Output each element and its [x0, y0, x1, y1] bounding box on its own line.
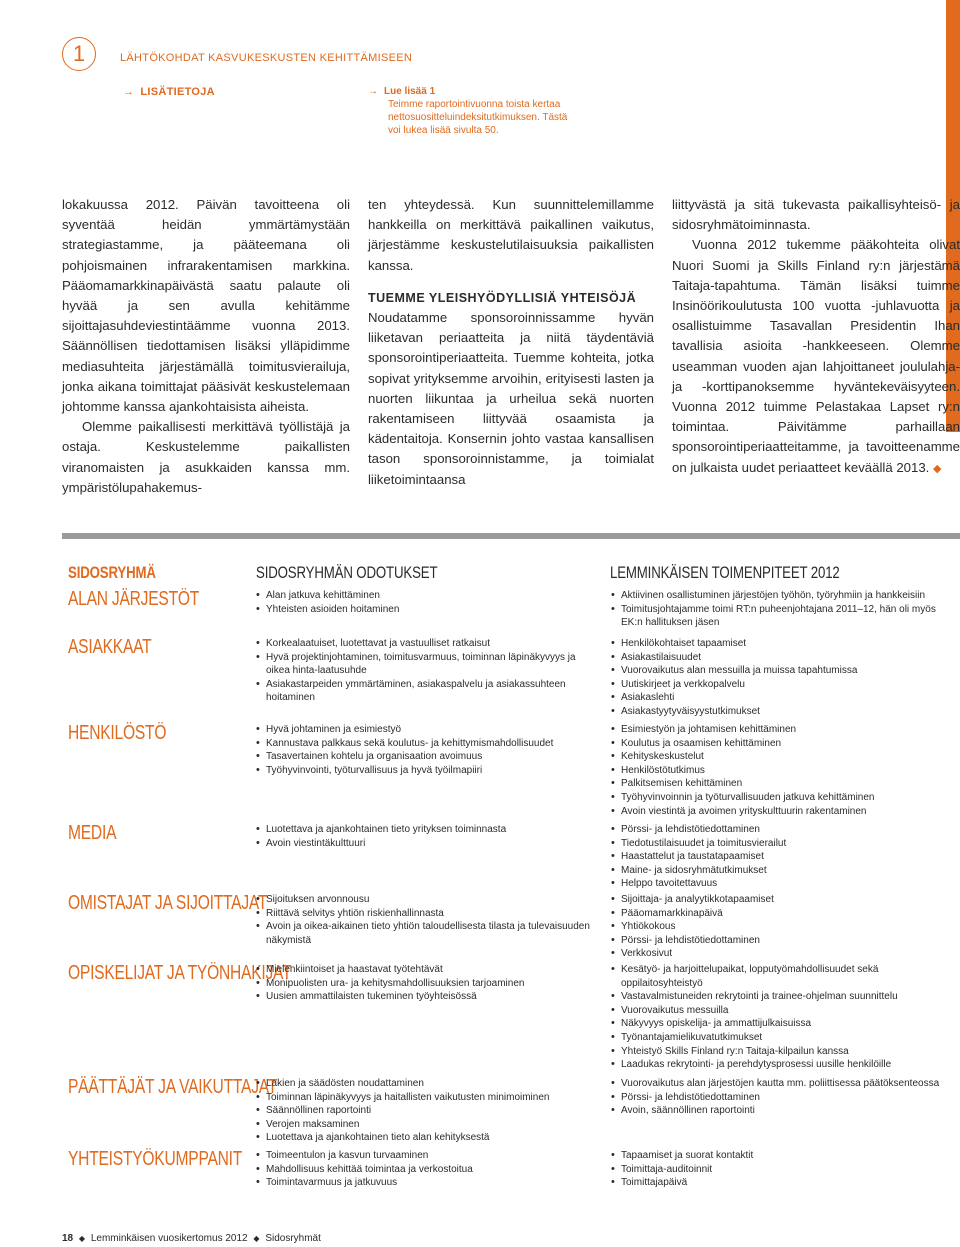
list-item: • Riittävä selvitys yhtiön riskienhallinnasta — [256, 907, 601, 921]
list-item: • Avoin, säännöllinen raportointi — [611, 1104, 956, 1118]
list-item: • Toimittajapäivä — [611, 1176, 956, 1190]
list-item: • Vuorovaikutus messuilla — [611, 1004, 956, 1018]
list-item: • Vuorovaikutus alan järjestöjen kautta mm. poliittisessa päätöksenteossa — [611, 1077, 956, 1091]
list-item: • Toimeentulon ja kasvun turvaaminen — [256, 1149, 601, 1163]
list-item: • Luotettava ja ajankohtainen tieto alan kehityksestä — [256, 1131, 601, 1145]
list-item: • Palkitsemisen kehittäminen — [611, 777, 956, 791]
list-item: • Työhyvinvoinnin ja työturvallisuuden jatkuva kehittäminen — [611, 791, 956, 805]
list-item: • Hyvä johtaminen ja esimiestyö — [256, 723, 601, 737]
list-item: • Hyvä projektinjohtaminen, toimitusvarmuus, toiminnan läpinäkyvyys ja oikea hinta-laatusuhde — [256, 651, 601, 678]
stakeholder-group-name: HENKILÖSTÖ — [68, 722, 167, 744]
stakeholder-group-name: YHTEISTYÖKUMPPANIT — [68, 1148, 243, 1170]
list-item: • Tasavertainen kohtelu ja organisaation avoimuus — [256, 750, 601, 764]
list-item: • Työnantajamielikuvatutkimukset — [611, 1031, 956, 1045]
list-item: • Tiedotustilaisuudet ja toimitusvierailut — [611, 837, 956, 851]
end-diamond-icon: ◆ — [933, 462, 942, 475]
chapter-number: 1 — [72, 41, 86, 66]
info-label-text: LISÄTIETOJA — [140, 86, 215, 98]
list-item: • Avoin viestintä ja avoimen yrityskulttuurin rakentaminen — [611, 805, 956, 819]
list-item: • Avoin viestintäkulttuuri — [256, 837, 601, 851]
list-item: • Henkilöstötutkimus — [611, 764, 956, 778]
list-item: • Uutiskirjeet ja verkkopalvelu — [611, 678, 956, 692]
list-item: • Koulutus ja osaamisen kehittäminen — [611, 737, 956, 751]
table-header-actions: LEMMINKÄISEN TOIMENPITEET 2012 — [610, 563, 840, 582]
list-item: • Säännöllinen raportointi — [256, 1104, 601, 1118]
expectations-list — [256, 1077, 601, 1145]
expectations-list — [256, 637, 601, 705]
arrow-right-icon: → — [123, 86, 135, 98]
list-item: • Sijoituksen arvonnousu — [256, 893, 601, 907]
actions-list — [611, 823, 956, 891]
expectations-list — [256, 893, 601, 947]
list-item: • Mahdollisuus kehittää toimintaa ja verkostoitua — [256, 1163, 601, 1177]
list-item: • Alan jatkuva kehittäminen — [256, 589, 601, 603]
read-more-box — [368, 85, 568, 137]
expectations-list — [256, 1149, 601, 1190]
list-item: • Kannustava palkkaus sekä koulutus- ja kehittymismahdollisuudet — [256, 737, 601, 751]
list-item: • Tapaamiset ja suorat kontaktit — [611, 1149, 956, 1163]
list-item: • Kesätyö- ja harjoittelupaikat, lopputyömahdollisuudet sekä oppilaitosyhteistyö — [611, 963, 956, 990]
list-item: • Pääomamarkkinapäivä — [611, 907, 956, 921]
read-more-body: Teimme raportointivuonna toista kertaa nettosuositteluindeksitutkimuksen. Tästä voi lukea lisää sivulta 50. — [388, 99, 568, 136]
expectations-list — [256, 963, 601, 1004]
actions-list — [611, 1149, 956, 1190]
list-item: • Laadukas rekrytointi- ja perehdytysprosessi uusille henkilöille — [611, 1058, 956, 1072]
actions-list — [611, 723, 956, 818]
list-item: • Näkyvyys opiskelija- ja ammattijulkaisuissa — [611, 1017, 956, 1031]
paragraph: liittyvästä ja sitä tukevasta paikallisyhteisö- ja sidosryhmätoiminnasta. — [672, 197, 960, 233]
list-item: • Esimiestyön ja johtamisen kehittäminen — [611, 723, 956, 737]
actions-list — [611, 963, 956, 1072]
table-header-expectations: SIDOSRYHMÄN ODOTUKSET — [256, 563, 438, 582]
list-item: • Haastattelut ja taustatapaamiset — [611, 850, 956, 864]
list-item: • Verkkosivut — [611, 947, 956, 961]
list-item: • Mielenkiintoiset ja haastavat työtehtävät — [256, 963, 601, 977]
list-item: • Asiakastarpeiden ymmärtäminen, asiakaspalvelu ja asiakassuhteen hoitaminen — [256, 678, 601, 705]
list-item: • Yhteisten asioiden hoitaminen — [256, 603, 601, 617]
stakeholder-group-name: MEDIA — [68, 822, 117, 844]
list-item: • Työhyvinvointi, työturvallisuus ja hyvä työilmapiiri — [256, 764, 601, 778]
expectations-list — [256, 589, 601, 616]
list-item: • Pörssi- ja lehdistötiedottaminen — [611, 823, 956, 837]
paragraph: Noudatamme sponsoroinnissamme hyvän liiketavan periaatteita ja niitä täydentäviä sponsorointiperiaatteita. Tuemme kohteita, jotka sopivat yrityksemme arvoihin, erityisesti lasten ja nuorten liikuntaa ja urheilua sekä nuorten rakentamiseen liittyvää osaamista ja kädentaitoja. Konsernin johto vastaa kansallisen tason sponsoroinnistamme, ja toimialat liiketoimintaansa — [368, 310, 654, 487]
list-item: • Aktiivinen osallistuminen järjestöjen työhön, työryhmiin ja hankkeisiin — [611, 589, 956, 603]
list-item: • Monipuolisten ura- ja kehitysmahdollisuuksien tarjoaminen — [256, 977, 601, 991]
diamond-separator-icon: ◆ — [78, 1234, 86, 1243]
actions-list — [611, 893, 956, 961]
page-footer — [62, 1233, 321, 1244]
list-item: • Toiminnan läpinäkyvyys ja haitallisten vaikutusten minimoiminen — [256, 1091, 601, 1105]
list-item: • Maine- ja sidosryhmätutkimukset — [611, 864, 956, 878]
arrow-right-icon: → — [368, 86, 378, 97]
expectations-list — [256, 723, 601, 777]
chapter-number-badge — [62, 37, 96, 71]
actions-list — [611, 637, 956, 719]
section-heading: TUEMME YLEISHYÖDYLLISIÄ YHTEISÖJÄ — [368, 290, 637, 305]
article-column-1 — [62, 195, 350, 498]
actions-list — [611, 589, 956, 630]
list-item: • Pörssi- ja lehdistötiedottaminen — [611, 1091, 956, 1105]
paragraph: lokakuussa 2012. Päivän tavoitteena oli syventää heidän ymmärtämystään strategiastamme, ja pääteemana oli pohjoismainen infrarakentamisen markkina. Pääomamarkkinapäivästä saatu palaute oli hyvää ja sen avulla kehitämme sijoittajasuhdeviestintäämme vuonna 2013. Säännöllisen tiedottamisen lisäksi ylläpidimme mediasuhteita järjestämällä toimitusvierailuja, jonka aikana toimittajat pääsivät keskustelemaan johtomme kanssa ajankohtaisista aiheista. — [62, 197, 350, 415]
list-item: • Toimittaja-auditoinnit — [611, 1163, 956, 1177]
paragraph: Olemme paikallisesti merkittävä työllistäjä ja ostaja. Keskustelemme paikallisten viranomaisten ja asukkaiden kanssa mm. ympäristölupahakemus- — [62, 419, 350, 495]
section-name: Sidosryhmät — [265, 1233, 321, 1244]
section-divider — [62, 533, 960, 539]
list-item: • Vuorovaikutus alan messuilla ja muissa tapahtumissa — [611, 664, 956, 678]
list-item: • Toimintavarmuus ja jatkuvuus — [256, 1176, 601, 1190]
stakeholder-group-name: OMISTAJAT JA SIJOITTAJAT — [68, 892, 268, 914]
list-item: • Lakien ja säädösten noudattaminen — [256, 1077, 601, 1091]
actions-list — [611, 1077, 956, 1118]
stakeholder-group-name: ALAN JÄRJESTÖT — [68, 588, 200, 610]
paragraph: ten yhteydessä. Kun suunnittelemillamme hankkeilla on merkittävä paikallinen vaikutus, järjestämme keskustelutilaisuuksia paikallisten kanssa. — [368, 197, 654, 273]
list-item: • Yhteistyö Skills Finland ry:n Taitaja-kilpailun kanssa — [611, 1045, 956, 1059]
paragraph — [672, 235, 960, 478]
article-column-3 — [672, 195, 960, 479]
expectations-list — [256, 823, 601, 850]
chapter-title: LÄHTÖKOHDAT KASVUKESKUSTEN KEHITTÄMISEEN — [120, 52, 413, 64]
list-item: • Toimitusjohtajamme toimi RT:n puheenjohtajana 2011–12, hän oli myös EK:n hallituksen jäsen — [611, 603, 956, 630]
list-item: • Asiakaslehti — [611, 691, 956, 705]
list-item: • Vastavalmistuneiden rekrytointi ja trainee-ohjelman suunnittelu — [611, 990, 956, 1004]
diamond-separator-icon: ◆ — [253, 1234, 260, 1243]
list-item: • Uusien ammattilaisten tukeminen työyhteisössä — [256, 990, 601, 1004]
stakeholder-group-name: ASIAKKAAT — [68, 636, 152, 658]
list-item: • Verojen maksaminen — [256, 1118, 601, 1132]
read-more-title: Lue lisää 1 — [384, 86, 436, 97]
list-item: • Kehityskeskustelut — [611, 750, 956, 764]
stakeholder-group-name: PÄÄTTÄJÄT JA VAIKUTTAJAT — [68, 1076, 278, 1098]
list-item: • Yhtiökokous — [611, 920, 956, 934]
info-label — [123, 86, 215, 98]
publication-name: Lemminkäisen vuosikertomus 2012 — [90, 1233, 248, 1244]
list-item: • Sijoittaja- ja analyytikkotapaamiset — [611, 893, 956, 907]
list-item: • Avoin ja oikea-aikainen tieto yhtiön taloudellisesta tilasta ja tulevaisuuden näkymistä — [256, 920, 601, 947]
list-item: • Luotettava ja ajankohtainen tieto yrityksen toiminnasta — [256, 823, 601, 837]
list-item: • Asiakastyytyväisyystutkimukset — [611, 705, 956, 719]
list-item: • Helppo tavoitettavuus — [611, 877, 956, 891]
paragraph-text: Vuonna 2012 tukemme pääkohteita olivat Nuori Suomi ja Skills Finland ry:n järjestämä Taitaja-tapahtuma. Tämän lisäksi tuimme Insinöörikoulutusta 100 vuotta -juhlavuotta ja osallistuimme Tasavallan Presidentin Ihan tavallisia asioita -hankkeeseen. Olemme useamman vuoden ajan lahjoittaneet joululahja- ja -korttipanoksemme hyväntekeväisyyteen. Vuonna 2012 tuimme Pelastakaa Lapset ry:n toimintaa. Päivitämme parhaillaan sponsorointiperiaatteitamme, ja tavoitteenamme on julkaista uudet periaatteet keväällä 2013. — [672, 237, 960, 475]
table-header-group: SIDOSRYHMÄ — [68, 563, 156, 582]
list-item: • Korkealaatuiset, luotettavat ja vastuulliset ratkaisut — [256, 637, 601, 651]
page-number: 18 — [62, 1233, 74, 1244]
list-item: • Henkilökohtaiset tapaamiset — [611, 637, 956, 651]
list-item: • Asiakastilaisuudet — [611, 651, 956, 665]
article-column-2 — [368, 195, 654, 490]
stakeholder-group-name: OPISKELIJAT JA TYÖNHAKIJAT — [68, 962, 292, 984]
list-item: • Pörssi- ja lehdistötiedottaminen — [611, 934, 956, 948]
